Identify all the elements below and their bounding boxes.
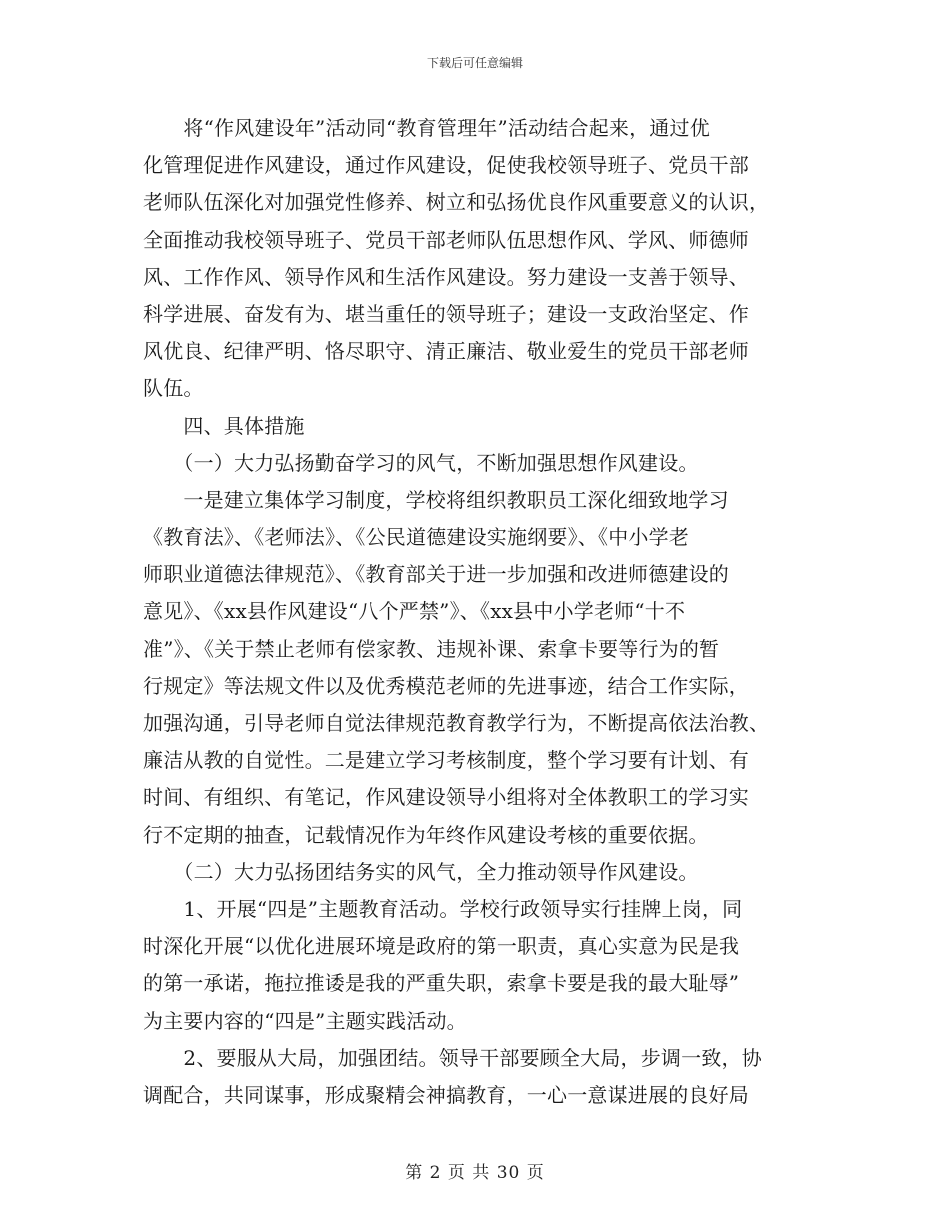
document-body [143, 110, 811, 1114]
text-line: 科学进展、奋发有为、堪当重任的领导班子；建设一支政治坚定、作 [143, 301, 749, 326]
text-line: 将“作风建设年”活动同“教育管理年”活动结合起来，通过优 [143, 116, 710, 140]
text-line: 调配合，共同谋事，形成聚精会神搞教育，一心一意谋进展的良好局 [143, 1082, 749, 1107]
text-line: 1、开展“四是”主题教育活动。学校行政领导实行挂牌上岗，同 [143, 896, 743, 921]
text-line: 四、具体措施 [143, 413, 305, 438]
text-line: 《教育法》、《老师法》、《公民道德建设实施纲要》、《中小学老 [143, 525, 689, 550]
page-footer: 第 2 页 共 30 页 [405, 1163, 545, 1183]
text-line: 老师队伍深化对加强党性修养、树立和弘扬优良作风重要意义的认识， [143, 190, 770, 215]
text-line: 化管理促进作风建设，通过作风建设，促使我校领导班子、党员干部 [143, 153, 749, 178]
page-header-note: 下载后可任意编辑 [426, 56, 523, 70]
text-line: 一是建立集体学习制度，学校将组织教职员工深化细致地学习 [143, 487, 729, 512]
text-line: 风、工作作风、领导作风和生活作风建设。努力建设一支善于领导、 [143, 264, 749, 289]
text-line: 全面推动我校领导班子、党员干部老师队伍思想作风、学风、师德师 [143, 227, 749, 252]
text-line: 准”》、《关于禁止老师有偿家教、违规补课、索拿卡要等行为的暂 [143, 636, 720, 661]
text-line: 队伍。 [143, 376, 204, 401]
text-line: 的第一承诺，拖拉推诿是我的严重失职，索拿卡要是我的最大耻辱” [143, 971, 740, 996]
text-line: 廉洁从教的自觉性。二是建立学习考核制度，整个学习要有计划、有 [143, 748, 749, 773]
text-line: 行不定期的抽查，记载情况作为年终作风建设考核的重要依据。 [143, 822, 709, 847]
text-line: 加强沟通，引导老师自觉法律规范教育教学行为，不断提高依法治教、 [143, 711, 770, 735]
text-line: 意见》、《xx县作风建设“八个严禁”》、《xx县中小学老师“十不 [143, 599, 686, 624]
text-line: 行规定》等法规文件以及优秀模范老师的先进事迹，结合工作实际， [143, 673, 749, 698]
text-line: 为主要内容的“四是”主题实践活动。 [143, 1008, 467, 1033]
text-line: 风优良、纪律严明、恪尽职守、清正廉洁、敬业爱生的党员干部老师 [143, 339, 749, 364]
text-line: 师职业道德法律规范》、《教育部关于进一步加强和改进师德建设的 [143, 562, 729, 587]
text-line: 时间、有组织、有笔记，作风建设领导小组将对全体教职工的学习实 [143, 785, 749, 810]
text-line: 2、要服从大局，加强团结。领导干部要顾全大局，步调一致，协 [143, 1045, 762, 1070]
text-line: （二）大力弘扬团结务实的风气，全力推动领导作风建设。 [143, 859, 699, 884]
text-line: （一）大力弘扬勤奋学习的风气，不断加强思想作风建设。 [143, 450, 699, 475]
text-line: 时深化开展“以优化进展环境是政府的第一职责，真心实意为民是我 [143, 934, 740, 959]
